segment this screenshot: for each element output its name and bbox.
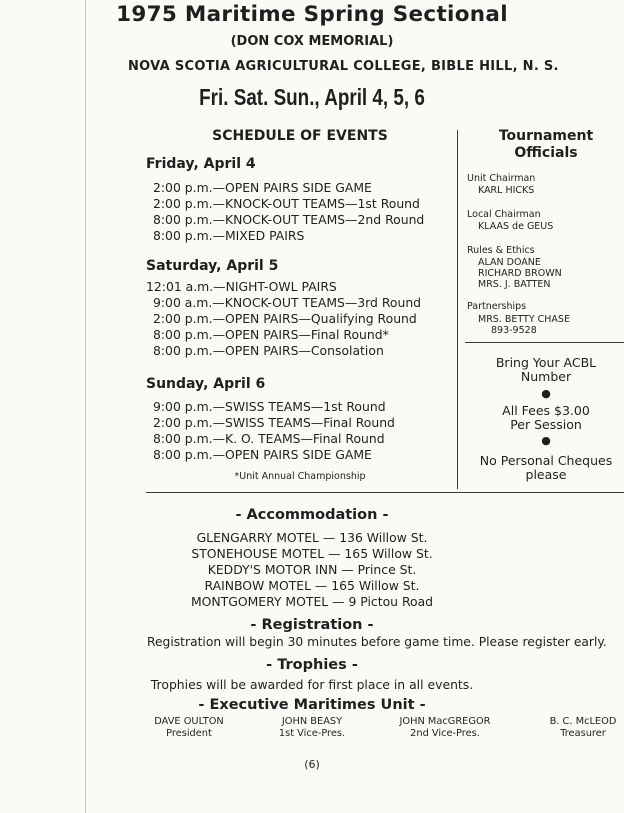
officials-title-line: Officials — [514, 145, 578, 161]
member-name: DAVE OULTON — [154, 716, 224, 727]
schedule-event: 2:00 p.m.—OPEN PAIRS—Qualifying Round — [153, 311, 417, 326]
officials-title — [468, 128, 624, 162]
column-divider — [457, 130, 458, 489]
accommodation-heading: - Accommodation - — [235, 507, 389, 523]
motel-line: GLENGARRY MOTEL — 136 Willow St. — [196, 530, 428, 545]
schedule-event: 9:00 a.m.—KNOCK-OUT TEAMS—3rd Round — [153, 295, 422, 310]
registration-text: Registration will begin 30 minutes before game time. Please register early. — [147, 635, 607, 649]
member-name: B. C. McLEOD — [549, 716, 617, 727]
bullet-icon: ● — [541, 387, 551, 400]
notice-acbl — [468, 356, 624, 384]
official-role: Unit Chairman — [467, 173, 536, 184]
schedule-event: 2:00 p.m.—SWISS TEAMS—Final Round — [153, 415, 395, 430]
event-location: NOVA SCOTIA AGRICULTURAL COLLEGE, BIBLE HILL, N. S. — [128, 59, 559, 74]
motel-line: STONEHOUSE MOTEL — 165 Willow St. — [191, 546, 433, 561]
officials-divider — [465, 342, 624, 343]
schedule-event: 8:00 p.m.—MIXED PAIRS — [153, 228, 305, 243]
schedule-footnote: *Unit Annual Championship — [234, 471, 366, 482]
official-name: KARL HICKS — [478, 185, 535, 196]
member-title: Treasurer — [560, 728, 606, 739]
motel-line: RAINBOW MOTEL — 165 Willow St. — [204, 578, 420, 593]
notice-line: Number — [520, 369, 572, 384]
notice-fees — [468, 404, 624, 432]
member-title: 1st Vice-Pres. — [278, 728, 346, 739]
schedule-event: 9:00 p.m.—SWISS TEAMS—1st Round — [153, 399, 386, 414]
trophies-text: Trophies will be awarded for first place in all events. — [150, 677, 474, 692]
day-heading-sunday: Sunday, April 6 — [146, 376, 266, 392]
notice-line: Bring Your ACBL — [495, 355, 597, 370]
trophies-heading: - Trophies - — [266, 657, 358, 673]
section-divider — [146, 492, 624, 493]
bullet-icon: ● — [541, 434, 551, 447]
official-name: MRS. J. BATTEN — [478, 279, 551, 290]
event-dates: Fri. Sat. Sun., April 4, 5, 6 — [199, 84, 425, 110]
schedule-event: 2:00 p.m.—OPEN PAIRS SIDE GAME — [153, 180, 372, 195]
member-title: President — [166, 728, 212, 739]
notice-line: please — [525, 467, 567, 482]
notice-line: No Personal Cheques — [479, 453, 613, 468]
officials-title-line: Tournament — [498, 128, 594, 144]
executive-member — [272, 716, 352, 740]
official-phone: 893-9528 — [491, 325, 537, 336]
notice-line: Per Session — [510, 417, 582, 432]
schedule-event: 8:00 p.m.—OPEN PAIRS SIDE GAME — [153, 447, 372, 462]
official-role: Local Chairman — [467, 209, 541, 220]
event-subtitle: (DON COX MEMORIAL) — [230, 34, 394, 49]
registration-heading: - Registration - — [250, 617, 374, 633]
official-name: ALAN DOANE — [478, 257, 541, 268]
official-name: MRS. BETTY CHASE — [478, 314, 570, 325]
official-role: Rules & Ethics — [467, 245, 535, 256]
schedule-event: 2:00 p.m.—KNOCK-OUT TEAMS—1st Round — [153, 196, 420, 211]
schedule-event: 8:00 p.m.—OPEN PAIRS—Final Round* — [153, 327, 389, 342]
executive-heading: - Executive Maritimes Unit - — [198, 697, 426, 713]
schedule-event: 8:00 p.m.—KNOCK-OUT TEAMS—2nd Round — [153, 212, 425, 227]
member-name: JOHN BEASY — [281, 716, 343, 727]
official-role: Partnerships — [467, 301, 527, 312]
page-fold-line — [85, 0, 86, 813]
notice-line: All Fees $3.00 — [502, 403, 590, 418]
schedule-event: 12:01 a.m.—NIGHT-OWL PAIRS — [146, 279, 337, 294]
executive-member — [146, 716, 232, 740]
official-name: KLAAS de GEUS — [478, 221, 554, 232]
executive-member — [391, 716, 499, 740]
schedule-event: 8:00 p.m.—OPEN PAIRS—Consolation — [153, 343, 384, 358]
motel-line: MONTGOMERY MOTEL — 9 Pictou Road — [190, 594, 434, 609]
motel-line: KEDDY'S MOTOR INN — Prince St. — [207, 562, 417, 577]
member-title: 2nd Vice-Pres. — [410, 728, 480, 739]
executive-member — [542, 716, 624, 740]
day-heading-saturday: Saturday, April 5 — [146, 258, 279, 274]
official-name: RICHARD BROWN — [478, 268, 562, 279]
schedule-event: 8:00 p.m.—K. O. TEAMS—Final Round — [153, 431, 385, 446]
schedule-title: SCHEDULE OF EVENTS — [212, 128, 388, 144]
day-heading-friday: Friday, April 4 — [146, 156, 256, 172]
member-name: JOHN MacGREGOR — [399, 716, 491, 727]
notice-cheques — [468, 454, 624, 482]
event-title: 1975 Maritime Spring Sectional — [116, 2, 508, 27]
page-number: (6) — [304, 758, 320, 771]
